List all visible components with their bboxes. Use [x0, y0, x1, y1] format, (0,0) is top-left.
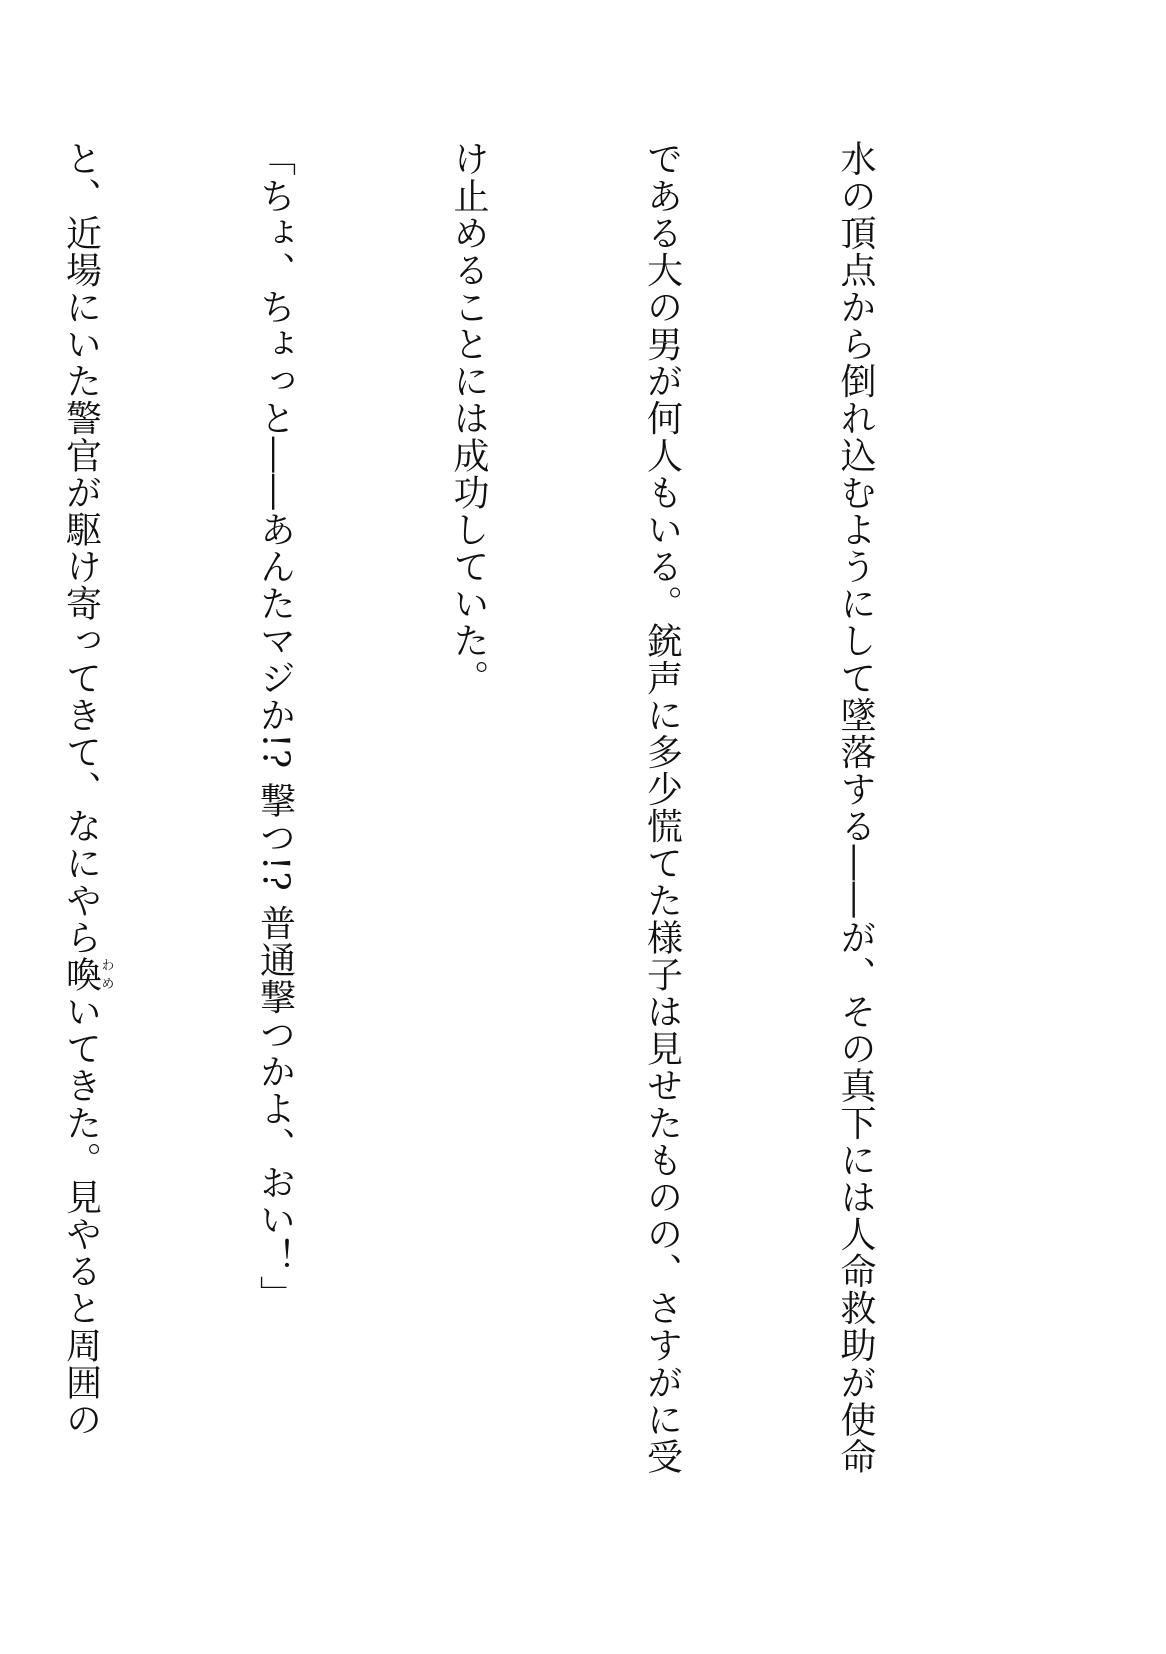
text-line: け止めることには成功していた。 [448, 140, 489, 697]
body-text [0, 140, 1016, 1570]
text-line-with-ruby [48, 140, 113, 1570]
text-line: である大の男が何人もいる。銃声に多少慌てた様子は見せたものの、さすがに受 [641, 140, 683, 1475]
ruby-annotation [60, 955, 114, 993]
ruby-base: 喚 [60, 955, 102, 993]
text-line: 「ちょ、ちょっと――あんたマジか!? 撃つ!? 普通撃つかよ、おい！」 [254, 140, 296, 1313]
text-segment: いてきた。見やると周囲の [60, 992, 102, 1438]
ruby-reading: わめ [98, 955, 114, 993]
text-line: 水の頂点から倒れ込むようにして墜落する――が、その真下には人命救助が使命 [835, 140, 876, 1475]
text-segment: と、近場にいた警官が駆け寄ってきて、なにやら [60, 140, 102, 956]
